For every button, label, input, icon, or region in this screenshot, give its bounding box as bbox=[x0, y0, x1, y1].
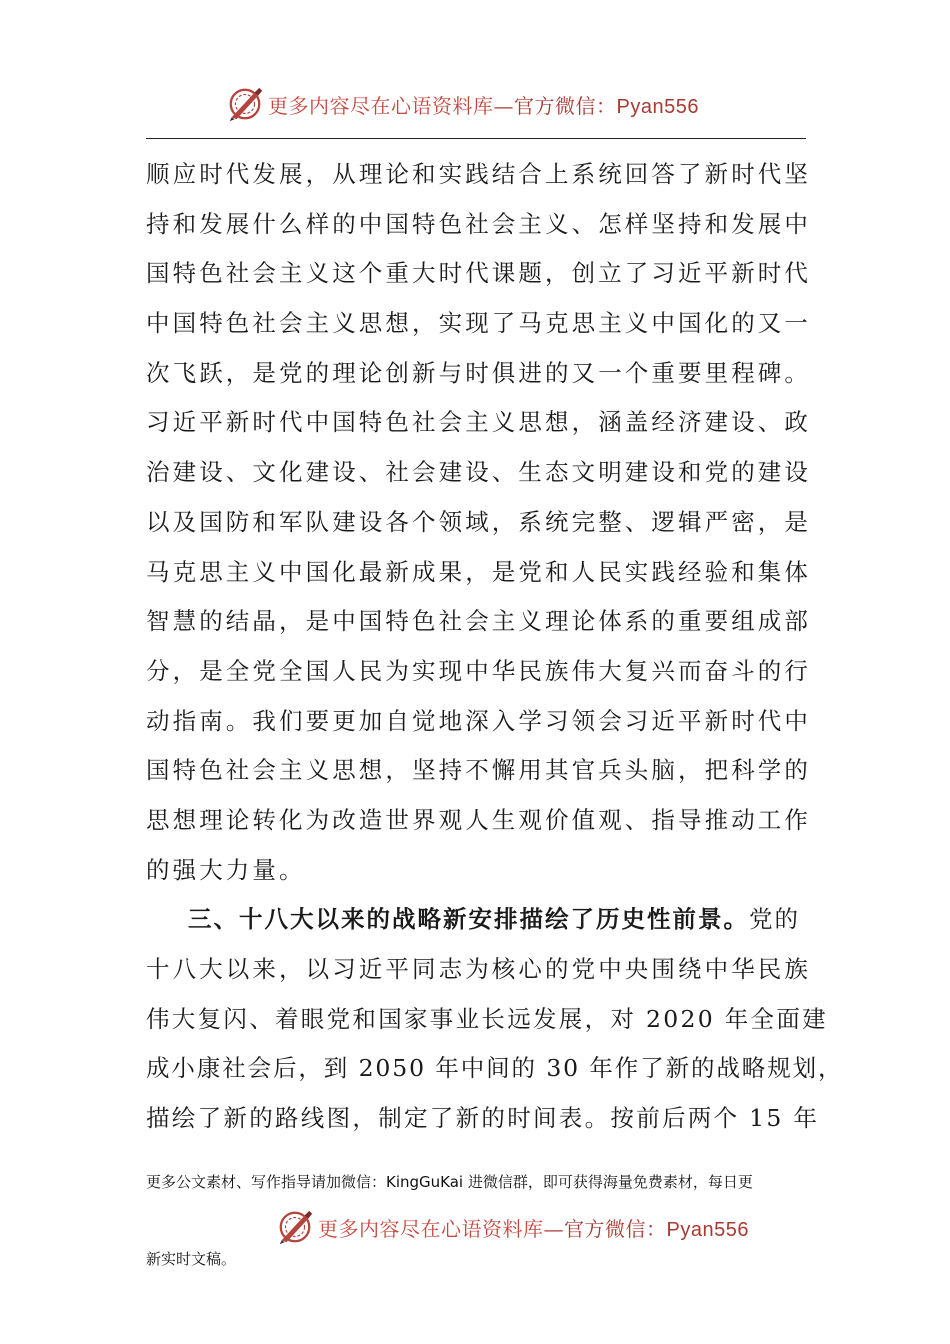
body-line: 习近平新时代中国特色社会主义思想，涵盖经济建设、政 bbox=[146, 408, 811, 437]
footer-banner bbox=[276, 1207, 749, 1247]
body-line: 伟大复闪、着眼党和国家事业长远发展，对 2020 年全面建 bbox=[146, 1004, 828, 1033]
body-line: 成小康社会后，到 2050 年中间的 30 年作了新的战略规划， bbox=[146, 1054, 844, 1083]
body-line: 持和发展什么样的中国特色社会主义、怎样坚持和发展中 bbox=[146, 209, 811, 238]
header-banner-id: Pyan556 bbox=[616, 95, 699, 118]
footer-banner-wechat: 官方微信： bbox=[564, 1216, 667, 1241]
body-line: 分，是全党全国人民为实现中华民族伟大复兴而奋斗的行 bbox=[146, 656, 811, 685]
pen-seal-logo-icon bbox=[226, 85, 264, 123]
footer-banner-id: Pyan556 bbox=[666, 1218, 749, 1241]
body-line: 智慧的结晶，是中国特色社会主义理论体系的重要组成部 bbox=[146, 607, 811, 636]
footer-banner-text bbox=[318, 1213, 749, 1242]
header-banner-dash: — bbox=[493, 93, 514, 118]
body-line: 马克思主义中国化最新成果，是党和人民实践经验和集体 bbox=[146, 557, 811, 586]
body-line: 以及国防和军队建设各个领域，系统完整、逻辑严密，是 bbox=[146, 507, 811, 536]
body-line: 动指南。我们要更加自觉地深入学习领会习近平新时代中 bbox=[146, 706, 811, 735]
header-banner-text bbox=[268, 90, 699, 119]
footer-note-end: 新实时文稿。 bbox=[146, 1250, 237, 1268]
footer-note: 更多公文素材、写作指导请加微信：KingGuKai 进微信群，即可获得海量免费素材，每日更 bbox=[146, 1173, 753, 1191]
header-banner-wechat: 官方微信： bbox=[514, 93, 617, 118]
body-line: 中国特色社会主义思想，实现了马克思主义中国化的又一 bbox=[146, 309, 811, 338]
body-line: 描绘了新的路线图，制定了新的时间表。按前后两个 15 年 bbox=[146, 1104, 820, 1133]
section-3-first-tail: 党的 bbox=[749, 905, 800, 934]
footer-banner-brand: 更多内容尽在心语资料库 bbox=[318, 1216, 544, 1241]
pen-seal-logo-icon bbox=[276, 1208, 314, 1246]
header-divider bbox=[146, 138, 806, 139]
body-line: 国特色社会主义思想，坚持不懈用其官兵头脑，把科学的 bbox=[146, 756, 811, 785]
body-line: 思想理论转化为改造世界观人生观价值观、指导推动工作 bbox=[146, 805, 811, 834]
body-line: 治建设、文化建设、社会建设、生态文明建设和党的建设 bbox=[146, 458, 811, 487]
body-line: 的强大力量。 bbox=[146, 855, 306, 884]
body-line: 次飞跃，是党的理论创新与时俱进的又一个重要里程碑。 bbox=[146, 358, 811, 387]
header-banner bbox=[226, 84, 699, 124]
footer-banner-dash: — bbox=[543, 1216, 564, 1241]
header-banner-brand: 更多内容尽在心语资料库 bbox=[268, 93, 494, 118]
body-line: 国特色社会主义这个重大时代课题，创立了习近平新时代 bbox=[146, 259, 811, 288]
body-text bbox=[146, 150, 844, 1144]
section-3-first-line bbox=[146, 895, 814, 945]
section-3-heading: 三、十八大以来的战略新安排描绘了历史性前景。 bbox=[188, 905, 749, 934]
body-line: 顺应时代发展，从理论和实践结合上系统回答了新时代坚 bbox=[146, 160, 811, 188]
body-line: 十八大以来，以习近平同志为核心的党中央围绕中华民族 bbox=[146, 955, 811, 983]
